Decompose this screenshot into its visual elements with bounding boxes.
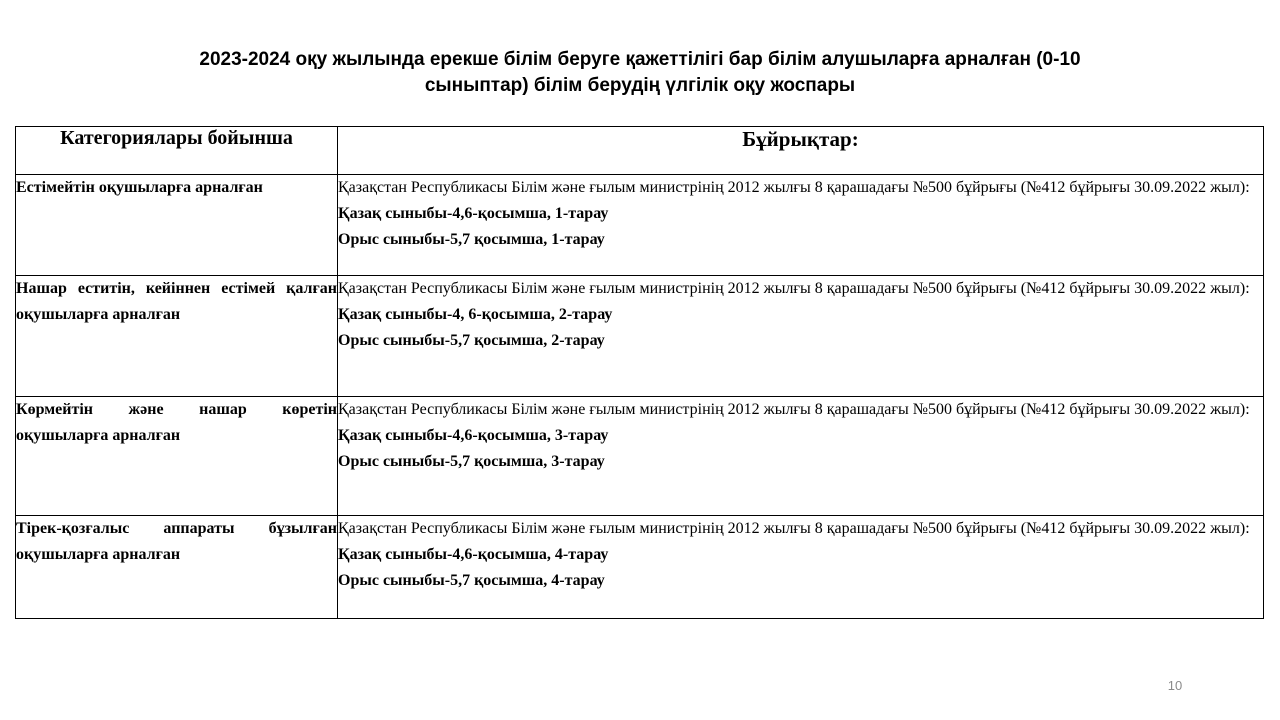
order-russian-class: Орыс сыныбы-5,7 қосымша, 1-тарау xyxy=(338,231,605,248)
header-orders: Бұйрықтар: xyxy=(338,127,1264,175)
order-kazakh-class: Қазақ сыныбы-4,6-қосымша, 1-тарау xyxy=(338,205,609,222)
curriculum-table xyxy=(15,126,1264,619)
table-row xyxy=(16,175,1264,276)
row-orders xyxy=(338,175,1264,276)
row-orders xyxy=(338,276,1264,397)
order-kazakh-class: Қазақ сыныбы-4,6-қосымша, 4-тарау xyxy=(338,546,609,563)
table-row xyxy=(16,276,1264,397)
order-intro: Қазақстан Республикасы Білім және ғылым министрінің 2012 жылғы 8 қарашадағы №500 бұйрығы (№412 бұйрығы 30.09.2022 жыл): xyxy=(338,520,1250,537)
row-orders xyxy=(338,397,1264,516)
page-number: 10 xyxy=(1167,678,1183,693)
table-header-row xyxy=(16,127,1264,175)
order-intro: Қазақстан Республикасы Білім және ғылым министрінің 2012 жылғы 8 қарашадағы №500 бұйрығы (№412 бұйрығы 30.09.2022 жыл): xyxy=(338,179,1250,196)
row-category: Нашар еститін, кейіннен естімей қалған оқушыларға арналған xyxy=(16,276,338,397)
header-category: Категориялары бойынша xyxy=(16,127,338,175)
row-orders xyxy=(338,516,1264,619)
order-kazakh-class: Қазақ сыныбы-4, 6-қосымша, 2-тарау xyxy=(338,306,613,323)
order-russian-class: Орыс сыныбы-5,7 қосымша, 4-тарау xyxy=(338,572,605,589)
row-category: Тірек-қозғалыс аппараты бұзылған оқушыларға арналған xyxy=(16,516,338,619)
table-row xyxy=(16,397,1264,516)
order-russian-class: Орыс сыныбы-5,7 қосымша, 2-тарау xyxy=(338,332,605,349)
order-russian-class: Орыс сыныбы-5,7 қосымша, 3-тарау xyxy=(338,453,605,470)
order-intro: Қазақстан Республикасы Білім және ғылым министрінің 2012 жылғы 8 қарашадағы №500 бұйрығы (№412 бұйрығы 30.09.2022 жыл): xyxy=(338,280,1250,297)
order-intro: Қазақстан Республикасы Білім және ғылым министрінің 2012 жылғы 8 қарашадағы №500 бұйрығы (№412 бұйрығы 30.09.2022 жыл): xyxy=(338,401,1250,418)
row-category: Көрмейтін және нашар көретін оқушыларға арналған xyxy=(16,397,338,516)
order-kazakh-class: Қазақ сыныбы-4,6-қосымша, 3-тарау xyxy=(338,427,609,444)
slide-title xyxy=(100,47,1180,99)
slide-title-line-2: сыныптар) білім берудің үлгілік оқу жоспары xyxy=(424,75,856,96)
table-row xyxy=(16,516,1264,619)
row-category: Естімейтін оқушыларға арналған xyxy=(16,175,338,276)
slide-title-line-1: 2023-2024 оқу жылында ерекше білім беруге қажеттілігі бар білім алушыларға арналған (0-10 xyxy=(199,49,1081,70)
